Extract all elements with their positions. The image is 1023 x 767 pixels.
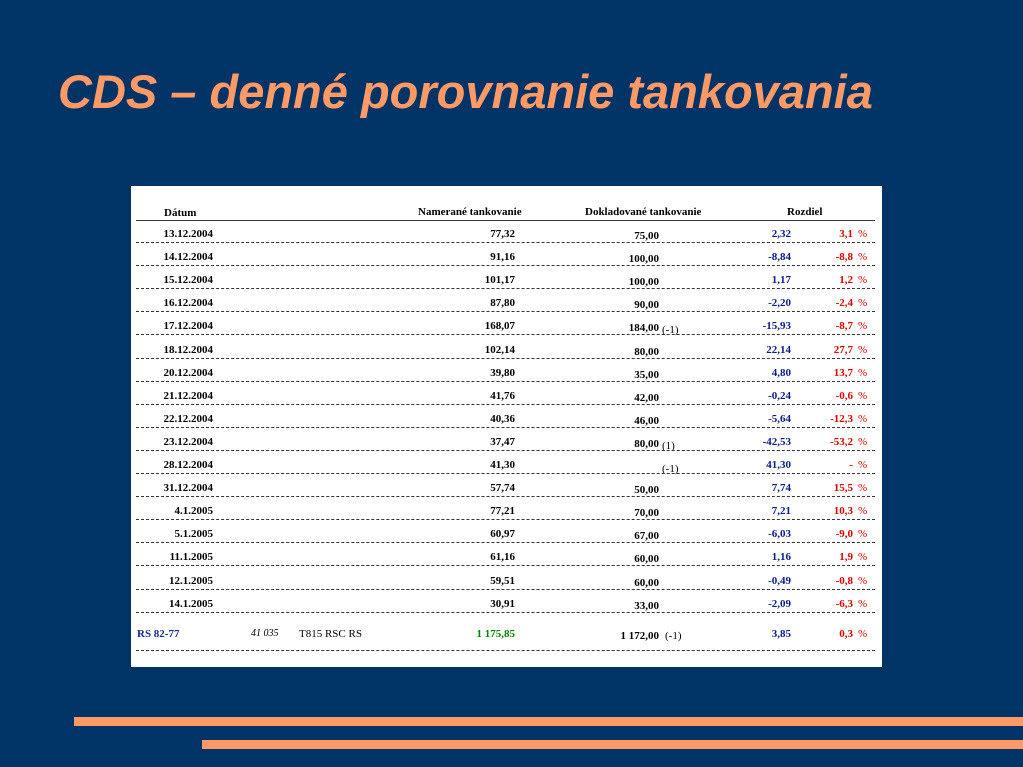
- row-diff: 41,30: [766, 459, 791, 471]
- row-diff: 7,21: [771, 505, 791, 517]
- row-date: 31.12.2004: [163, 482, 213, 494]
- table-body: [131, 186, 882, 667]
- row-documented: 60,00: [634, 577, 659, 589]
- total-diff: 3,85: [771, 628, 791, 640]
- row-date: 14.1.2005: [169, 598, 213, 610]
- row-date: 12.1.2005: [169, 575, 213, 587]
- row-diff-percent: -9,0: [835, 528, 853, 540]
- row-documented: 67,00: [634, 530, 659, 542]
- row-measured: 102,14: [484, 344, 515, 356]
- row-percent-sign: %: [858, 320, 868, 332]
- row-date: 28.12.2004: [163, 459, 213, 471]
- comparison-table: [131, 186, 882, 667]
- row-diff: -42,53: [762, 436, 791, 448]
- row-measured: 87,80: [490, 297, 515, 309]
- row-diff-percent: -53,2: [830, 436, 853, 448]
- row-measured: 101,17: [484, 274, 515, 286]
- row-measured: 37,47: [490, 436, 515, 448]
- row-divider: [136, 265, 875, 266]
- total-label: RS 82-77: [137, 628, 180, 640]
- row-diff-percent: -: [849, 459, 853, 471]
- row-diff: 7,74: [771, 482, 791, 494]
- row-percent-sign: %: [858, 575, 868, 587]
- row-divider: [136, 334, 875, 335]
- total-diff-percent: 0,3: [839, 628, 853, 640]
- row-percent-sign: %: [858, 367, 868, 379]
- row-measured: 41,30: [490, 459, 515, 471]
- row-measured: 168,07: [484, 320, 515, 332]
- total-measured: 1 175,85: [476, 628, 515, 640]
- row-date: 17.12.2004: [163, 320, 213, 332]
- total-vehicle: T815 RSC RS: [299, 628, 362, 640]
- row-divider: [136, 381, 875, 382]
- row-diff-percent: 15,5: [833, 482, 853, 494]
- row-percent-sign: %: [858, 251, 868, 263]
- row-diff: 22,14: [766, 344, 791, 356]
- row-documented: 50,00: [634, 484, 659, 496]
- row-percent-sign: %: [858, 551, 868, 563]
- row-percent-sign: %: [858, 436, 868, 448]
- header-measured: Namerané tankovanie: [418, 206, 522, 218]
- header-divider: [136, 220, 875, 221]
- row-divider: [136, 288, 875, 289]
- row-divider: [136, 450, 875, 451]
- row-diff-percent: 27,7: [833, 344, 853, 356]
- row-percent-sign: %: [858, 413, 868, 425]
- row-diff: -0,24: [768, 390, 791, 402]
- decorative-line-bottom: [202, 740, 1023, 749]
- row-divider: [136, 358, 875, 359]
- row-documented: 70,00: [634, 507, 659, 519]
- row-divider: [136, 404, 875, 405]
- row-date: 15.12.2004: [163, 274, 213, 286]
- row-date: 5.1.2005: [174, 528, 213, 540]
- row-measured: 77,21: [490, 505, 515, 517]
- row-note: (-1): [662, 324, 679, 336]
- row-divider: [136, 542, 875, 543]
- row-diff: -15,93: [762, 320, 791, 332]
- row-date: 23.12.2004: [163, 436, 213, 448]
- row-divider: [136, 311, 875, 312]
- row-divider: [136, 565, 875, 566]
- row-diff: -5,64: [768, 413, 791, 425]
- header-date: Dátum: [164, 207, 197, 219]
- row-diff-percent: 1,2: [839, 274, 853, 286]
- row-documented: 100,00: [628, 276, 659, 288]
- row-percent-sign: %: [858, 482, 868, 494]
- row-date: 18.12.2004: [163, 344, 213, 356]
- row-percent-sign: %: [858, 228, 868, 240]
- row-diff-percent: 13,7: [833, 367, 853, 379]
- row-documented: 100,00: [628, 253, 659, 265]
- row-percent-sign: %: [858, 598, 868, 610]
- row-note: (-1): [662, 463, 679, 475]
- row-documented: 46,00: [634, 415, 659, 427]
- row-diff: -2,20: [768, 297, 791, 309]
- row-percent-sign: %: [858, 297, 868, 309]
- row-percent-sign: %: [858, 505, 868, 517]
- row-diff: -8,84: [768, 251, 791, 263]
- row-diff: 1,17: [771, 274, 791, 286]
- row-measured: 39,80: [490, 367, 515, 379]
- row-date: 22.12.2004: [163, 413, 213, 425]
- row-date: 20.12.2004: [163, 367, 213, 379]
- row-documented: 35,00: [634, 369, 659, 381]
- row-diff: 4,80: [771, 367, 791, 379]
- row-measured: 77,32: [490, 228, 515, 240]
- row-diff-percent: 1,9: [839, 551, 853, 563]
- row-percent-sign: %: [858, 390, 868, 402]
- row-documented: 80,00: [634, 346, 659, 358]
- row-note: (1): [662, 440, 675, 452]
- row-date: 16.12.2004: [163, 297, 213, 309]
- row-diff-percent: -12,3: [830, 413, 853, 425]
- row-percent-sign: %: [858, 344, 868, 356]
- row-percent-sign: %: [858, 274, 868, 286]
- total-percent-sign: %: [858, 628, 868, 640]
- row-measured: 60,97: [490, 528, 515, 540]
- row-measured: 91,16: [490, 251, 515, 263]
- decorative-line-top: [74, 717, 1023, 726]
- row-diff-percent: -8,7: [835, 320, 853, 332]
- row-percent-sign: %: [858, 528, 868, 540]
- row-documented: 33,00: [634, 600, 659, 612]
- row-diff-percent: 10,3: [833, 505, 853, 517]
- row-diff-percent: -0,8: [835, 575, 853, 587]
- header-documented: Dokladované tankovanie: [585, 206, 702, 218]
- row-percent-sign: %: [858, 459, 868, 471]
- total-note: (-1): [665, 630, 682, 642]
- row-divider: [136, 612, 875, 613]
- row-divider: [136, 427, 875, 428]
- row-divider: [136, 519, 875, 520]
- row-date: 21.12.2004: [163, 390, 213, 402]
- row-documented: 42,00: [634, 392, 659, 404]
- row-documented: 60,00: [634, 553, 659, 565]
- total-divider: [136, 650, 875, 651]
- row-diff: -2,09: [768, 598, 791, 610]
- row-date: 14.12.2004: [163, 251, 213, 263]
- row-measured: 57,74: [490, 482, 515, 494]
- row-measured: 61,16: [490, 551, 515, 563]
- row-diff: -0,49: [768, 575, 791, 587]
- row-divider: [136, 242, 875, 243]
- total-documented: 1 172,00: [620, 630, 659, 642]
- row-date: 11.1.2005: [169, 551, 213, 563]
- row-diff-percent: -6,3: [835, 598, 853, 610]
- row-date: 4.1.2005: [174, 505, 213, 517]
- row-measured: 40,36: [490, 413, 515, 425]
- row-diff: 2,32: [771, 228, 791, 240]
- total-code: 41 035: [251, 628, 279, 639]
- row-divider: [136, 473, 875, 474]
- row-measured: 41,76: [490, 390, 515, 402]
- row-documented: 90,00: [634, 299, 659, 311]
- row-measured: 30,91: [490, 598, 515, 610]
- row-diff-percent: -8,8: [835, 251, 853, 263]
- row-divider: [136, 589, 875, 590]
- row-measured: 59,51: [490, 575, 515, 587]
- row-diff-percent: -0,6: [835, 390, 853, 402]
- row-divider: [136, 496, 875, 497]
- row-diff: -6,03: [768, 528, 791, 540]
- row-date: 13.12.2004: [163, 228, 213, 240]
- slide-title: CDS – denné porovnanie tankovania: [58, 65, 873, 118]
- row-diff-percent: 3,1: [839, 228, 853, 240]
- row-diff: 1,16: [771, 551, 791, 563]
- row-diff-percent: -2,4: [835, 297, 853, 309]
- row-documented: 184,00: [628, 322, 659, 334]
- header-difference: Rozdiel: [787, 206, 823, 218]
- row-documented: 80,00: [634, 438, 659, 450]
- row-documented: 75,00: [634, 230, 659, 242]
